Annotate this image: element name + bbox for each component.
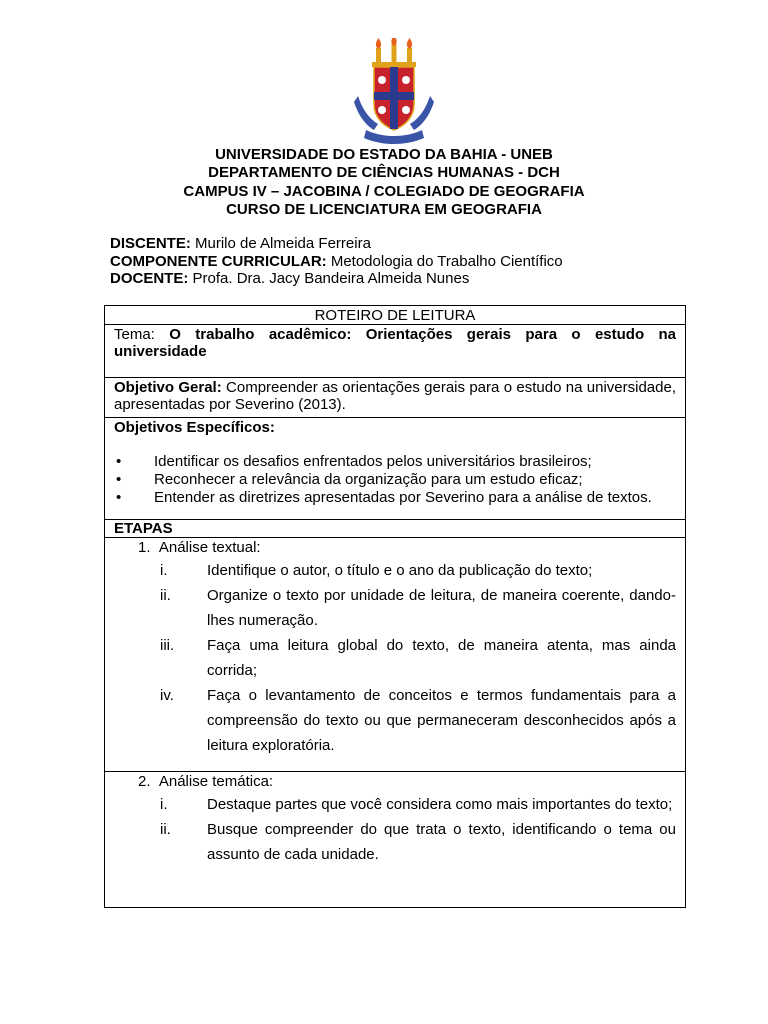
university-logo xyxy=(352,38,436,144)
docente-value: Profa. Dra. Jacy Bandeira Almeida Nunes xyxy=(188,270,470,287)
etapa-1-number: 1. xyxy=(138,539,151,556)
etapa-1-item-iii: iii. Faça uma leitura global do texto, de maneira atenta, mas ainda corrida; xyxy=(160,637,676,679)
etapa-1-cell xyxy=(105,538,686,772)
etapa-2-number: 2. xyxy=(138,773,151,790)
tema-cell xyxy=(105,325,686,378)
etapa-2-heading xyxy=(114,772,676,792)
institution-header xyxy=(0,146,768,220)
componente-line xyxy=(110,253,563,271)
objetivos-especificos-cell xyxy=(105,418,686,520)
etapa-1-title: Análise textual: xyxy=(158,539,261,556)
discente-label: DISCENTE: xyxy=(110,235,191,252)
reading-guide-table xyxy=(104,305,686,908)
etapa-2-item-ii: ii. Busque compreender do que trata o texto, identificando o tema ou assunto de cada unidade. xyxy=(160,821,676,863)
tema-value: O trabalho acadêmico: Orientações gerais para o estudo na universidade xyxy=(114,326,676,360)
objetivos-especificos-label: Objetivos Específicos: xyxy=(114,419,275,436)
etapas-label: ETAPAS xyxy=(114,520,173,537)
componente-label: COMPONENTE CURRICULAR: xyxy=(110,252,327,270)
list-item: • Entender as diretrizes apresentadas por Severino para a análise de textos. xyxy=(116,489,652,506)
coat-of-arms-icon xyxy=(352,38,436,144)
etapa-1-heading xyxy=(114,538,676,558)
docente-line xyxy=(110,270,563,288)
objetivo-geral-label: Objetivo Geral: xyxy=(114,379,222,396)
objetivos-especificos-list xyxy=(114,453,676,507)
table-title-cell xyxy=(105,306,686,325)
etapa-2-item-i: i. Destaque partes que você considera como mais importantes do texto; xyxy=(160,796,673,813)
document-meta xyxy=(110,235,563,288)
etapa-2-cell xyxy=(105,772,686,908)
etapas-cell xyxy=(105,520,686,538)
discente-line xyxy=(110,235,563,253)
etapa-1-item-ii: ii. Organize o texto por unidade de leitura, de maneira coerente, dando-lhes numeração. xyxy=(160,587,676,629)
componente-value: Metodologia do Trabalho Científico xyxy=(326,252,563,270)
header-line-department: DEPARTAMENTO DE CIÊNCIAS HUMANAS - DCH xyxy=(208,164,560,182)
header-line-course: CURSO DE LICENCIATURA EM GEOGRAFIA xyxy=(226,201,542,219)
bullet-icon: • xyxy=(116,453,122,470)
docente-label: DOCENTE: xyxy=(110,270,189,287)
header-line-campus: CAMPUS IV – JACOBINA / COLEGIADO DE GEOGRAFIA xyxy=(183,182,585,200)
etapa-2-title: Análise temática: xyxy=(158,773,274,790)
objetivo-geral-value: Compreender as orientações gerais para o estudo na universidade, apresentadas por Severino (2013). xyxy=(114,379,676,413)
etapa-1-item-i: i. Identifique o autor, o título e o ano da publicação do texto; xyxy=(160,562,593,579)
etapa-1-item-iv: iv. Faça o levantamento de conceitos e termos fundamentais para a compreensão do texto ou que permaneceram desconhecidos após a leitura exploratória. xyxy=(160,687,676,754)
bullet-icon: • xyxy=(116,489,122,506)
table-title: ROTEIRO DE LEITURA xyxy=(314,307,476,324)
tema-label: Tema: xyxy=(114,326,155,343)
objetivo-geral-cell xyxy=(105,378,686,418)
list-item: • Reconhecer a relevância da organização para um estudo eficaz; xyxy=(116,471,583,488)
header-line-university: UNIVERSIDADE DO ESTADO DA BAHIA - UNEB xyxy=(215,146,553,163)
bullet-icon: • xyxy=(116,471,122,488)
discente-value: Murilo de Almeida Ferreira xyxy=(190,235,371,252)
list-item: • Identificar os desafios enfrentados pelos universitários brasileiros; xyxy=(116,453,592,470)
